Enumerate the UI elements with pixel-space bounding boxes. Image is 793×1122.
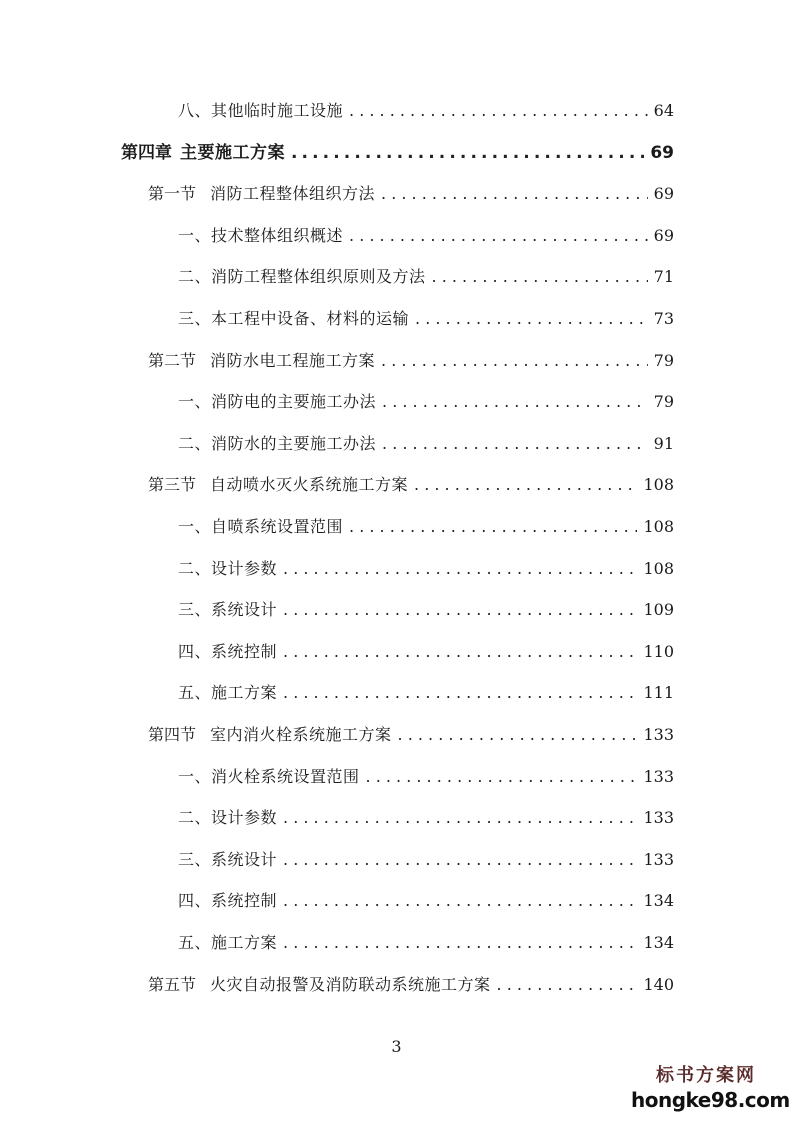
toc-entry[interactable] <box>178 387 674 417</box>
dot-leader <box>283 595 637 625</box>
toc-entry[interactable] <box>178 845 674 875</box>
dot-leader <box>432 262 648 292</box>
toc-entry-title: 一、消防电的主要施工办法 <box>178 392 377 412</box>
toc-entry-page-number: 91 <box>653 433 674 453</box>
toc-entry[interactable] <box>178 554 674 584</box>
toc-entry-page-number: 69 <box>653 184 674 204</box>
toc-entry-page-number: 64 <box>653 101 674 120</box>
toc-entry[interactable] <box>148 720 674 750</box>
toc-entry-page-number: 108 <box>643 517 674 536</box>
toc-entry-title: 室内消火栓系统施工方案 <box>210 725 392 744</box>
toc-entry-page-number: 134 <box>643 891 674 911</box>
toc-entry-page-number: 79 <box>653 350 674 370</box>
toc-entry-page-number: 79 <box>653 392 674 412</box>
toc-entry[interactable] <box>178 803 674 833</box>
toc-entry-page-number: 133 <box>643 849 674 869</box>
toc-entry-prefix: 第五节 <box>148 974 197 994</box>
dot-leader <box>349 512 637 542</box>
toc-entry[interactable] <box>148 179 674 209</box>
toc-entry-title: 二、消防水的主要施工办法 <box>178 433 377 453</box>
toc-entry-prefix: 第一节 <box>148 184 197 204</box>
toc-entry-title: 自动喷水灭火系统施工方案 <box>210 475 409 495</box>
toc-entry[interactable] <box>178 221 674 251</box>
toc-entry-page-number: 108 <box>643 558 674 578</box>
dot-leader <box>349 96 648 126</box>
toc-entry-title: 消防工程整体组织方法 <box>210 184 376 204</box>
dot-leader <box>398 720 638 750</box>
toc-entry[interactable] <box>178 304 674 334</box>
toc-entry[interactable] <box>178 96 674 126</box>
toc-entry[interactable] <box>178 595 674 625</box>
toc-entry[interactable] <box>178 928 674 958</box>
toc-entry-page-number: 69 <box>650 142 674 163</box>
toc-entry-page-number: 108 <box>643 475 674 495</box>
toc-entry-prefix: 第四节 <box>148 725 197 744</box>
toc-entry-prefix: 第三节 <box>148 475 197 495</box>
dot-leader <box>414 470 637 500</box>
dot-leader <box>283 928 637 958</box>
dot-leader <box>415 304 648 334</box>
dot-leader <box>349 221 648 251</box>
toc-entry[interactable] <box>148 970 674 1000</box>
watermark-logo <box>631 1064 790 1112</box>
toc-entry[interactable] <box>178 637 674 667</box>
toc-entry[interactable] <box>178 262 674 292</box>
toc-entry-prefix: 第二节 <box>148 350 197 370</box>
toc-entry[interactable] <box>178 429 674 459</box>
toc-entry-title: 五、施工方案 <box>178 933 278 952</box>
dot-leader <box>497 970 638 1000</box>
dot-leader <box>283 637 637 667</box>
toc-entry-page-number: 110 <box>643 641 674 661</box>
dot-leader <box>366 762 638 792</box>
toc-entry-title: 主要施工方案 <box>180 142 285 163</box>
watermark-url: hongke98.com <box>631 1088 790 1112</box>
toc-entry-page-number: 109 <box>643 600 674 620</box>
dot-leader <box>283 678 637 708</box>
toc-entry-page-number: 71 <box>653 267 674 287</box>
toc-entry-title: 二、设计参数 <box>178 808 278 828</box>
toc-entry-title: 二、设计参数 <box>178 558 278 578</box>
toc-entry[interactable] <box>121 138 674 168</box>
page-number: 3 <box>391 1037 402 1056</box>
toc-entry-title: 一、技术整体组织概述 <box>178 225 344 245</box>
dot-leader <box>381 346 648 376</box>
watermark-name: 标书方案网 <box>656 1065 756 1086</box>
toc-entry[interactable] <box>178 512 674 542</box>
toc-entry[interactable] <box>178 762 674 792</box>
toc-entry-title: 二、消防工程整体组织原则及方法 <box>178 267 426 287</box>
toc-entry-title: 三、系统设计 <box>178 849 278 869</box>
dot-leader <box>382 387 648 417</box>
toc-entry-page-number: 69 <box>653 225 674 245</box>
toc-entry-title: 一、消火栓系统设置范围 <box>178 766 360 786</box>
toc-entry-title: 四、系统控制 <box>178 891 278 911</box>
toc-entry-title: 消防水电工程施工方案 <box>210 350 376 370</box>
toc-entry-title: 一、自喷系统设置范围 <box>178 517 344 536</box>
dot-leader <box>283 845 637 875</box>
toc-entry-page-number: 134 <box>643 933 674 952</box>
toc-entry-title: 火灾自动报警及消防联动系统施工方案 <box>210 974 491 994</box>
toc-entry-page-number: 73 <box>653 309 674 328</box>
toc-entry[interactable] <box>178 678 674 708</box>
toc-entry-page-number: 111 <box>643 683 674 703</box>
toc-entry[interactable] <box>148 470 674 500</box>
toc-entry-page-number: 133 <box>643 725 674 744</box>
toc-entry-title: 三、本工程中设备、材料的运输 <box>178 309 410 328</box>
toc-entry-prefix: 第四章 <box>121 142 172 163</box>
dot-leader <box>381 179 648 209</box>
toc-entry[interactable] <box>178 886 674 916</box>
dot-leader <box>291 138 644 168</box>
toc-entry-page-number: 133 <box>643 808 674 828</box>
toc-entry-title: 八、其他临时施工设施 <box>178 101 344 120</box>
dot-leader <box>283 803 637 833</box>
toc-entry-title: 三、系统设计 <box>178 600 278 620</box>
toc-entry-title: 五、施工方案 <box>178 683 278 703</box>
toc-entry-page-number: 140 <box>643 974 674 994</box>
dot-leader <box>382 429 648 459</box>
dot-leader <box>283 886 637 916</box>
toc-entry[interactable] <box>148 346 674 376</box>
toc-entry-title: 四、系统控制 <box>178 641 278 661</box>
dot-leader <box>283 554 637 584</box>
toc-entry-page-number: 133 <box>643 766 674 786</box>
